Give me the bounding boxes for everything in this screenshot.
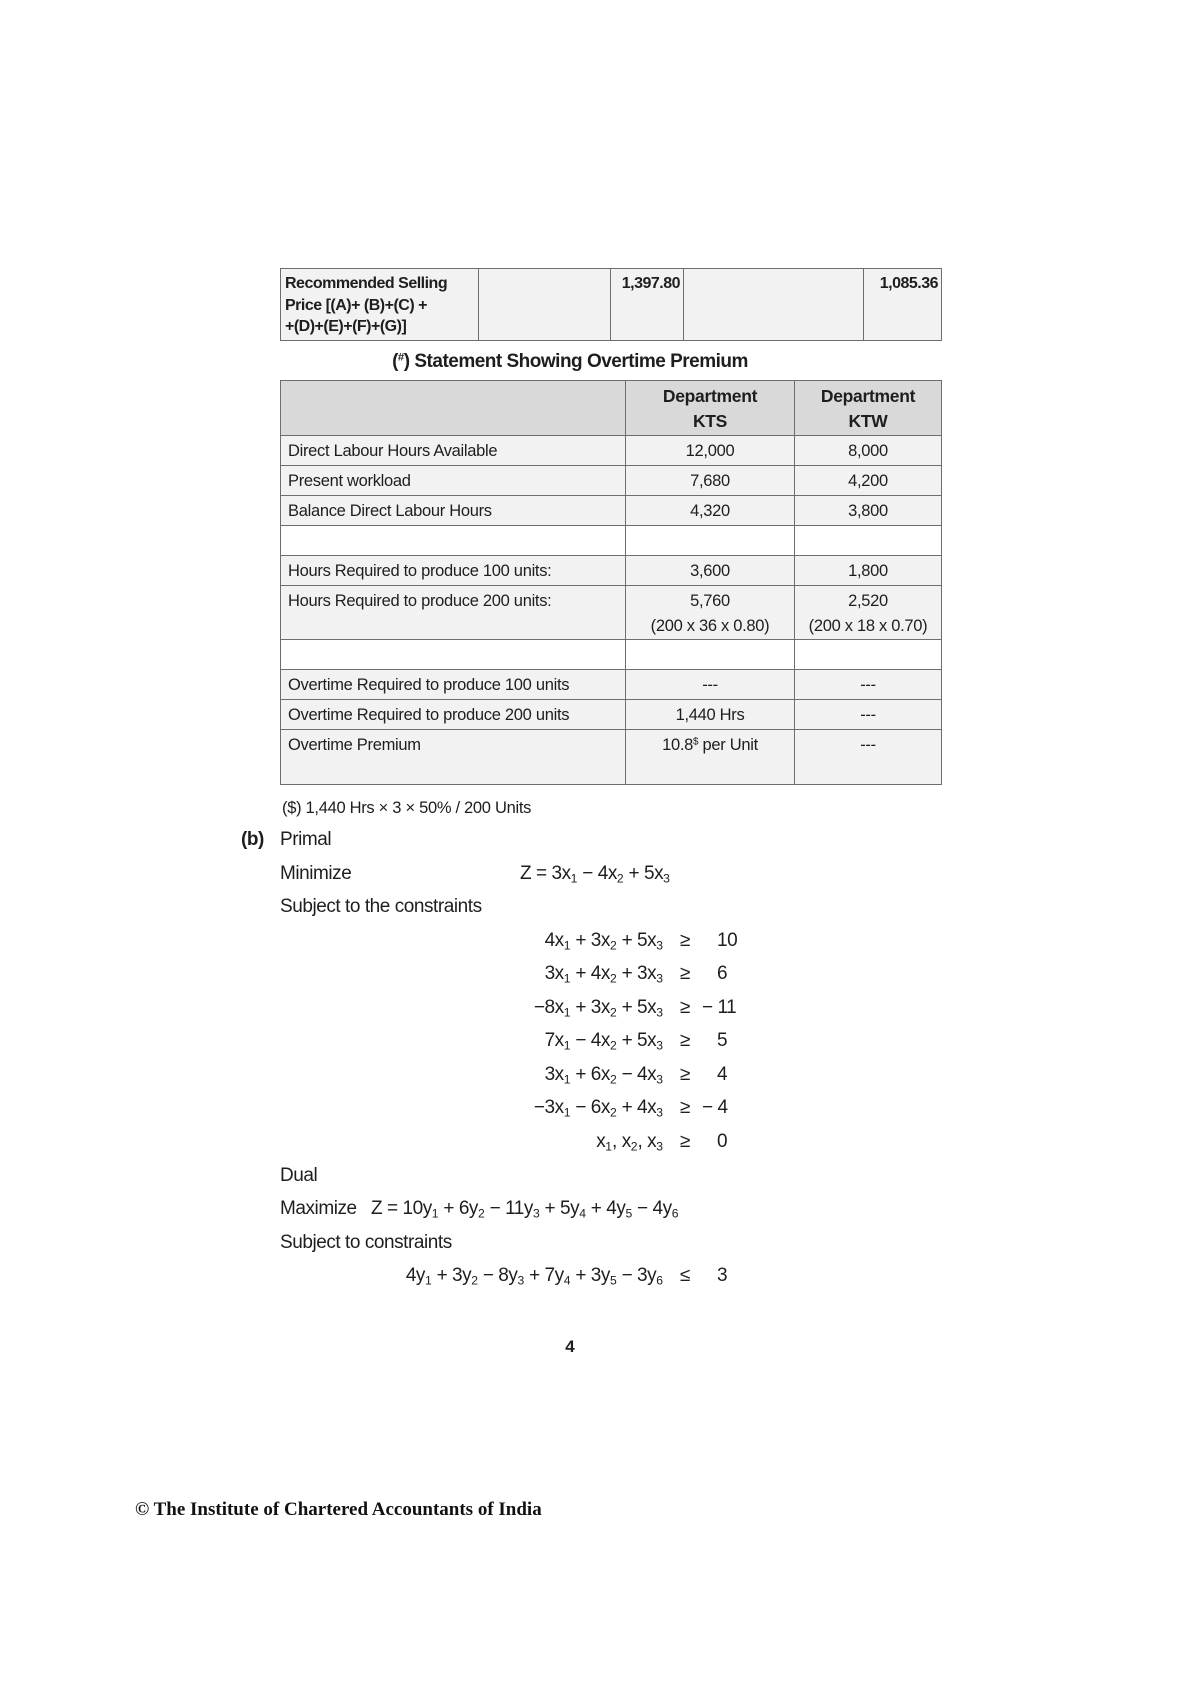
constraints-label: Subject to constraints — [280, 1231, 452, 1253]
ktw-value: --- — [795, 700, 942, 730]
constraint-row — [0, 1091, 1191, 1125]
subscript-index: 6 — [656, 1273, 663, 1288]
table-row — [281, 700, 942, 730]
empty-cell — [626, 640, 795, 670]
blank-row — [281, 526, 942, 556]
subscript-index: 1 — [563, 1072, 571, 1087]
header-line: Department — [662, 385, 758, 406]
constraint-rhs: 10 — [717, 929, 738, 951]
subscript-index: 1 — [570, 871, 578, 886]
selling-price-table — [280, 268, 942, 341]
objective-label: Maximize — [280, 1198, 357, 1220]
expression-term: − 6x — [570, 1097, 610, 1119]
subscript-index: 2 — [609, 1005, 617, 1020]
empty-cell — [281, 640, 626, 670]
ktw-value: 8,000 — [795, 436, 942, 466]
dual-objective — [371, 1192, 678, 1226]
row-label: Present workload — [281, 466, 626, 496]
inequality-sign: ≥ — [680, 963, 690, 985]
line — [0, 1159, 1191, 1193]
inequality-sign: ≥ — [680, 1030, 690, 1052]
expression-term: Z = 10y — [371, 1198, 432, 1220]
kts-value — [626, 586, 795, 640]
inequality-sign: ≥ — [680, 1063, 690, 1085]
constraint-rhs: 3 — [717, 1265, 728, 1287]
subscript-index: 3 — [656, 1139, 663, 1154]
subscript-index: 1 — [563, 1038, 571, 1053]
line — [0, 1226, 1191, 1260]
row-label: Balance Direct Labour Hours — [281, 496, 626, 526]
calculation-note: (200 x 36 x 0.80) — [650, 616, 770, 635]
empty-cell — [479, 269, 611, 341]
inequality-sign: ≥ — [680, 929, 690, 951]
kts-value: 4,320 — [626, 496, 795, 526]
expression-term: + 6y — [438, 1198, 478, 1220]
table-row — [281, 556, 942, 586]
row-label: Hours Required to produce 100 units: — [281, 556, 626, 586]
blank-row — [281, 640, 942, 670]
table-row — [281, 269, 942, 341]
subscript-index: 2 — [609, 1038, 617, 1053]
empty-cell — [684, 269, 864, 341]
constraint-rhs: − 11 — [702, 996, 737, 1018]
kts-value: 12,000 — [626, 436, 795, 466]
heading-text: ) Statement Showing Overtime Premium — [403, 351, 748, 372]
expression-term: + 7y — [524, 1265, 564, 1287]
constraint-row — [0, 957, 1191, 991]
constraint-lhs — [545, 957, 663, 991]
expression-term: + 5x — [616, 1030, 657, 1052]
empty-cell — [281, 526, 626, 556]
calculation-note: (200 x 18 x 0.70) — [808, 616, 928, 635]
expression-term: − 8y — [478, 1265, 518, 1287]
kts-value: 1,440 Hrs — [626, 700, 795, 730]
subscript-index: 4 — [563, 1273, 571, 1288]
overtime-premium-table — [280, 380, 942, 785]
expression-term: + 3y — [431, 1265, 472, 1287]
expression-term: 4y — [405, 1265, 425, 1287]
constraint-lhs — [545, 1058, 663, 1092]
primal-heading: Primal — [280, 829, 332, 851]
ktw-value: 4,200 — [795, 466, 942, 496]
subscript-index: 2 — [609, 1105, 617, 1120]
subscript-index: 2 — [609, 938, 617, 953]
expression-term: − 4x — [570, 1030, 610, 1052]
expression-term: + 3x — [570, 929, 610, 951]
kts-value: --- — [626, 670, 795, 700]
label-line: Price [(A)+ (B)+(C) + — [285, 296, 427, 314]
subscript-index: 2 — [609, 971, 617, 986]
header-ktw — [795, 381, 942, 436]
subscript-index: 2 — [616, 871, 624, 886]
expression-term: + 4y — [585, 1198, 626, 1220]
ktw-value: --- — [795, 730, 942, 785]
constraint-lhs — [534, 991, 663, 1025]
expression-term: 3x — [544, 963, 564, 985]
expression-term: , x — [637, 1130, 657, 1152]
subscript-index: 1 — [605, 1139, 613, 1154]
expression-term: 3x — [544, 1063, 564, 1085]
subscript-index: 1 — [563, 1005, 571, 1020]
header-line: KTS — [692, 410, 728, 431]
constraint-row — [0, 1259, 1191, 1293]
expression-term: + 4x — [570, 963, 610, 985]
ktw-value: 3,800 — [795, 496, 942, 526]
subscript-index: 1 — [431, 1206, 439, 1221]
subscript-index: 3 — [656, 938, 663, 953]
subscript-index: 3 — [532, 1206, 540, 1221]
label-line: Recommended Selling — [285, 275, 448, 292]
expression-term: + 3y — [570, 1265, 610, 1287]
empty-cell — [795, 526, 942, 556]
header-row — [281, 381, 942, 436]
constraint-rhs: 0 — [717, 1130, 728, 1152]
expression-term: − 11y — [484, 1198, 533, 1220]
header-empty — [281, 381, 626, 436]
constraint-lhs — [545, 924, 663, 958]
expression-term: 7x — [544, 1030, 564, 1052]
subscript-index: 2 — [630, 1139, 638, 1154]
inequality-sign: ≤ — [680, 1265, 690, 1287]
expression-term: − 4y — [632, 1198, 672, 1220]
subscript-index: 6 — [671, 1206, 679, 1221]
constraint-rhs: 4 — [717, 1063, 728, 1085]
kts-value: 7,680 — [626, 466, 795, 496]
constraint-row — [0, 1125, 1191, 1159]
section-heading — [280, 350, 860, 374]
table-row — [281, 670, 942, 700]
kts-value: 3,600 — [626, 556, 795, 586]
row-label: Direct Labour Hours Available — [281, 436, 626, 466]
subscript-index: 3 — [517, 1273, 525, 1288]
footnote-mark: # — [397, 351, 404, 364]
ktw-value: 1,800 — [795, 556, 942, 586]
part-b-section — [0, 823, 1191, 1292]
table-row — [281, 436, 942, 466]
subscript-index: 3 — [663, 871, 670, 886]
footnote-mark: $ — [693, 736, 699, 748]
page-number: 4 — [565, 1337, 575, 1356]
subscript-index: 1 — [424, 1273, 432, 1288]
value-line: 2,520 — [848, 591, 888, 610]
subscript-index: 1 — [563, 971, 571, 986]
constraint-row — [0, 1024, 1191, 1058]
subscript-index: 3 — [656, 1072, 663, 1087]
header-kts — [626, 381, 795, 436]
constraint-lhs — [596, 1125, 663, 1159]
heading-open: ( — [392, 351, 398, 372]
row-label — [281, 269, 479, 341]
footer-copyright: © The Institute of Chartered Accountants of India — [135, 1499, 542, 1520]
subscript-index: 2 — [478, 1206, 485, 1221]
constraint-row — [0, 1058, 1191, 1092]
subscript-index: 4 — [579, 1206, 586, 1221]
constraint-row — [0, 991, 1191, 1025]
table-row — [281, 586, 942, 640]
constraint-rhs: 5 — [717, 1030, 728, 1052]
line — [0, 890, 1191, 924]
constraint-lhs — [545, 1024, 663, 1058]
expression-term: + 3x — [616, 963, 657, 985]
subscript-index: 1 — [563, 1105, 571, 1120]
subscript-index: 3 — [656, 971, 663, 986]
expression-term: + 5x — [623, 862, 664, 884]
dual-heading: Dual — [280, 1164, 318, 1186]
subscript-index: 5 — [609, 1273, 617, 1288]
subscript-index: 2 — [471, 1273, 478, 1288]
primal-objective — [520, 857, 670, 891]
footnote: ($) 1,440 Hrs × 3 × 50% / 200 Units — [282, 799, 532, 817]
expression-term: Z = 3x — [520, 862, 571, 884]
inequality-sign: ≥ — [680, 1097, 690, 1119]
constraint-rhs: − 4 — [702, 1097, 728, 1119]
line — [0, 857, 1191, 891]
empty-cell — [795, 640, 942, 670]
expression-term: −3x — [533, 1097, 564, 1119]
line — [0, 823, 1191, 857]
expression-term: 4x — [544, 929, 564, 951]
constraint-lhs — [534, 1091, 663, 1125]
header-line: KTW — [848, 410, 888, 431]
header-line: Department — [820, 385, 916, 406]
expression-term: + 5y — [539, 1198, 580, 1220]
row-label: Hours Required to produce 200 units: — [281, 586, 626, 640]
label-line: +(D)+(E)+(F)+(G)] — [285, 318, 407, 335]
line — [0, 1192, 1191, 1226]
subscript-index: 3 — [656, 1105, 663, 1120]
expression-term: − 4x — [616, 1063, 657, 1085]
subscript-index: 2 — [609, 1072, 617, 1087]
table-row — [281, 466, 942, 496]
subscript-index: 3 — [656, 1005, 663, 1020]
part-label: (b) — [241, 829, 264, 851]
expression-term: −8x — [533, 996, 564, 1018]
expression-term: − 4x — [577, 862, 617, 884]
objective-label: Minimize — [280, 862, 352, 884]
expression-term: + 3x — [570, 996, 610, 1018]
ktw-value — [795, 586, 942, 640]
subscript-index: 5 — [625, 1206, 633, 1221]
subscript-index: 3 — [656, 1038, 663, 1053]
table-row — [281, 496, 942, 526]
inequality-sign: ≥ — [680, 996, 690, 1018]
subscript-index: 1 — [563, 938, 571, 953]
expression-term: + 5x — [616, 996, 657, 1018]
constraints-label: Subject to the constraints — [280, 896, 482, 918]
constraint-lhs — [406, 1259, 663, 1293]
premium-unit: per Unit — [698, 735, 758, 754]
expression-term: + 5x — [616, 929, 657, 951]
expression-term: , x — [612, 1130, 631, 1152]
row-label: Overtime Premium — [281, 730, 626, 785]
value-line: 5,760 — [690, 591, 730, 610]
kts-value: 1,397.80 — [611, 269, 684, 341]
constraint-rhs: 6 — [717, 963, 728, 985]
inequality-sign: ≥ — [680, 1130, 690, 1152]
ktw-value: --- — [795, 670, 942, 700]
empty-cell — [626, 526, 795, 556]
ktw-value: 1,085.36 — [864, 269, 942, 341]
expression-term: − 3y — [616, 1265, 657, 1287]
table-row — [281, 730, 942, 785]
expression-term: x — [596, 1130, 606, 1152]
row-label: Overtime Required to produce 200 units — [281, 700, 626, 730]
constraint-row — [0, 924, 1191, 958]
expression-term: + 6x — [570, 1063, 610, 1085]
premium-value: 10.8 — [662, 735, 694, 754]
kts-value — [626, 730, 795, 785]
row-label: Overtime Required to produce 100 units — [281, 670, 626, 700]
expression-term: + 4x — [616, 1097, 657, 1119]
